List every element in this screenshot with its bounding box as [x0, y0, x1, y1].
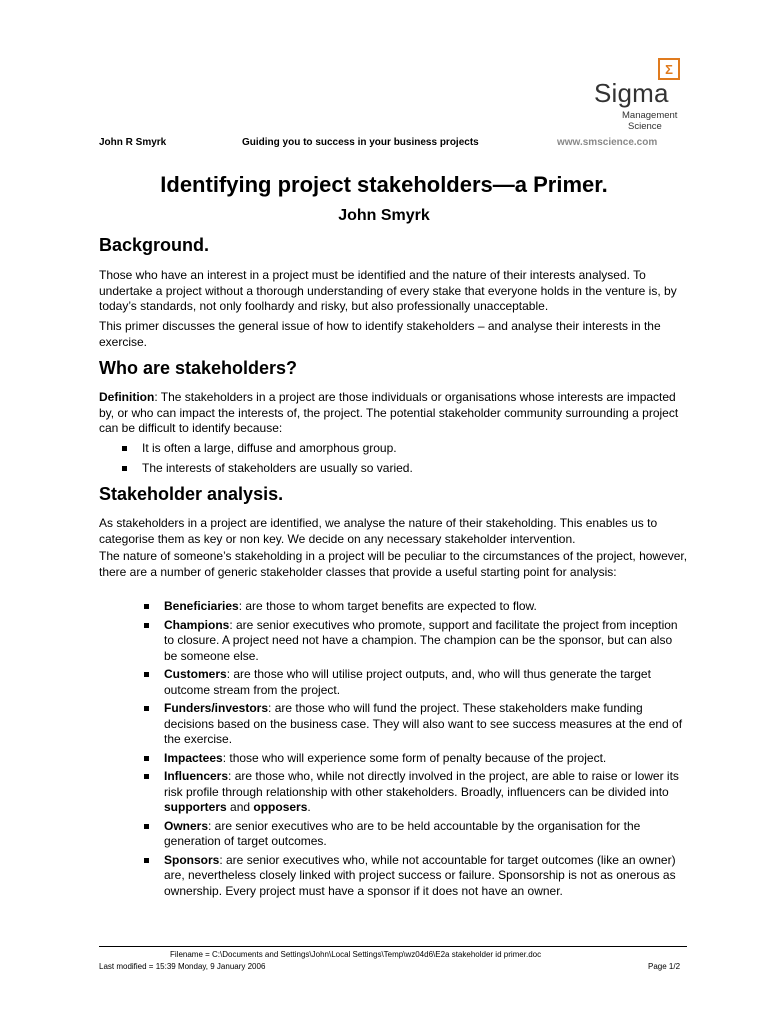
list-item-impactees: Impactees: those who will experience some form of penalty because of the project. [142, 751, 688, 767]
bullet-icon [122, 446, 127, 451]
bullet-icon [144, 756, 149, 761]
sigma-logo [594, 58, 690, 136]
stakeholder-classes-list [142, 599, 688, 902]
analysis-paragraph-1: As stakeholders in a project are identified, we analyse the nature of their stakeholding. This enables us to categorise them as key or non key. We decide on any necessary stakeholder intervention. [99, 516, 658, 546]
bullet-icon [144, 623, 149, 628]
bullet-icon [144, 824, 149, 829]
footer-last-modified: Last modified = 15:39 Monday, 9 January 2006 [99, 962, 266, 971]
list-item-owners: Owners: are senior executives who are to be held accountable by the organisation for the generation of target outcomes. [142, 819, 688, 850]
definition-paragraph [99, 390, 689, 437]
list-item-beneficiaries: Beneficiaries: are those to whom target benefits are expected to flow. [142, 599, 688, 615]
list-item: It is often a large, diffuse and amorphous group. [120, 441, 680, 457]
bullet-icon [144, 604, 149, 609]
footer-page-number: Page 1/2 [648, 962, 681, 971]
logo-subtitle-science: Science [628, 121, 662, 132]
list-item-sponsors: Sponsors: are senior executives who, while not accountable for target outcomes (like an owner) are, nevertheless closely linked with project success or failure. Sponsorship is not as onerous as ownership. Every project must have a sponsor if it does not have an owner. [142, 853, 688, 900]
list-item-influencers: Influencers: are those who, while not directly involved in the project, are able to raise or lower its risk profile through relationship with other stakeholders. Broadly, influencers can be divided into supporters and opposers. [142, 769, 688, 816]
logo-name: Sigma [594, 78, 669, 108]
bullet-icon [144, 706, 149, 711]
footer-divider [99, 946, 687, 947]
header-author: John R Smyrk [99, 137, 167, 148]
list-item-customers: Customers: are those who will utilise project outputs, and, who will thus generate the target outcome stream from the project. [142, 667, 688, 698]
background-paragraph-1: Those who have an interest in a project must be identified and the nature of their interests analysed. To undertake a project without a thorough understanding of every stake that everyone holds in the venture is, by today’s standards, not only foolhardy and risky, but also professionally unacceptable. [99, 268, 677, 313]
background-paragraph-2: This primer discusses the general issue of how to identify stakeholders – and analyse their interests in the exercise. [99, 319, 661, 349]
page-header [99, 137, 689, 151]
definition-text: : The stakeholders in a project are those individuals or organisations whose interests are impacted by, or who can impact the interests of, the project. The potential stakeholder community surrounding a project can be difficult to identify because: [99, 390, 679, 435]
heading-background: Background. [99, 235, 210, 255]
document-title: Identifying project stakeholders—a Primer. [160, 172, 608, 197]
list-item-champions: Champions: are senior executives who promote, support and facilitate the project from inception to closure. A project need not have a champion. The champion can be the sponsor, but can also be someone else. [142, 618, 688, 665]
document-author: John Smyrk [338, 207, 430, 224]
list-item-funders-investors: Funders/investors: are those who will fund the project. These stakeholders make funding decisions based on the business case. They will also want to see success measures at the end of the exercise. [142, 701, 688, 748]
definition-label: Definition [99, 390, 155, 404]
logo-subtitle-management: Management [622, 110, 678, 121]
stakeholder-traits-list [120, 441, 680, 480]
sigma-mark-icon: Σ [658, 58, 680, 80]
analysis-paragraph-2: The nature of someone’s stakeholding in a project will be peculiar to the circumstances of the project, however, there are a number of generic stakeholder classes that provide a useful starting point for analysis: [99, 549, 688, 579]
header-tagline: Guiding you to success in your business projects [242, 137, 479, 148]
bullet-icon [144, 858, 149, 863]
list-item: The interests of stakeholders are usually so varied. [120, 461, 680, 477]
bullet-icon [122, 466, 127, 471]
header-url: www.smscience.com [557, 137, 658, 148]
footer-filename: Filename = C:\Documents and Settings\John\Local Settings\Temp\wz04d6\E2a stakeholder id primer.doc [170, 950, 542, 959]
heading-stakeholder-analysis: Stakeholder analysis. [99, 484, 284, 504]
heading-who-are-stakeholders: Who are stakeholders? [99, 358, 298, 378]
bullet-icon [144, 672, 149, 677]
bullet-icon [144, 774, 149, 779]
